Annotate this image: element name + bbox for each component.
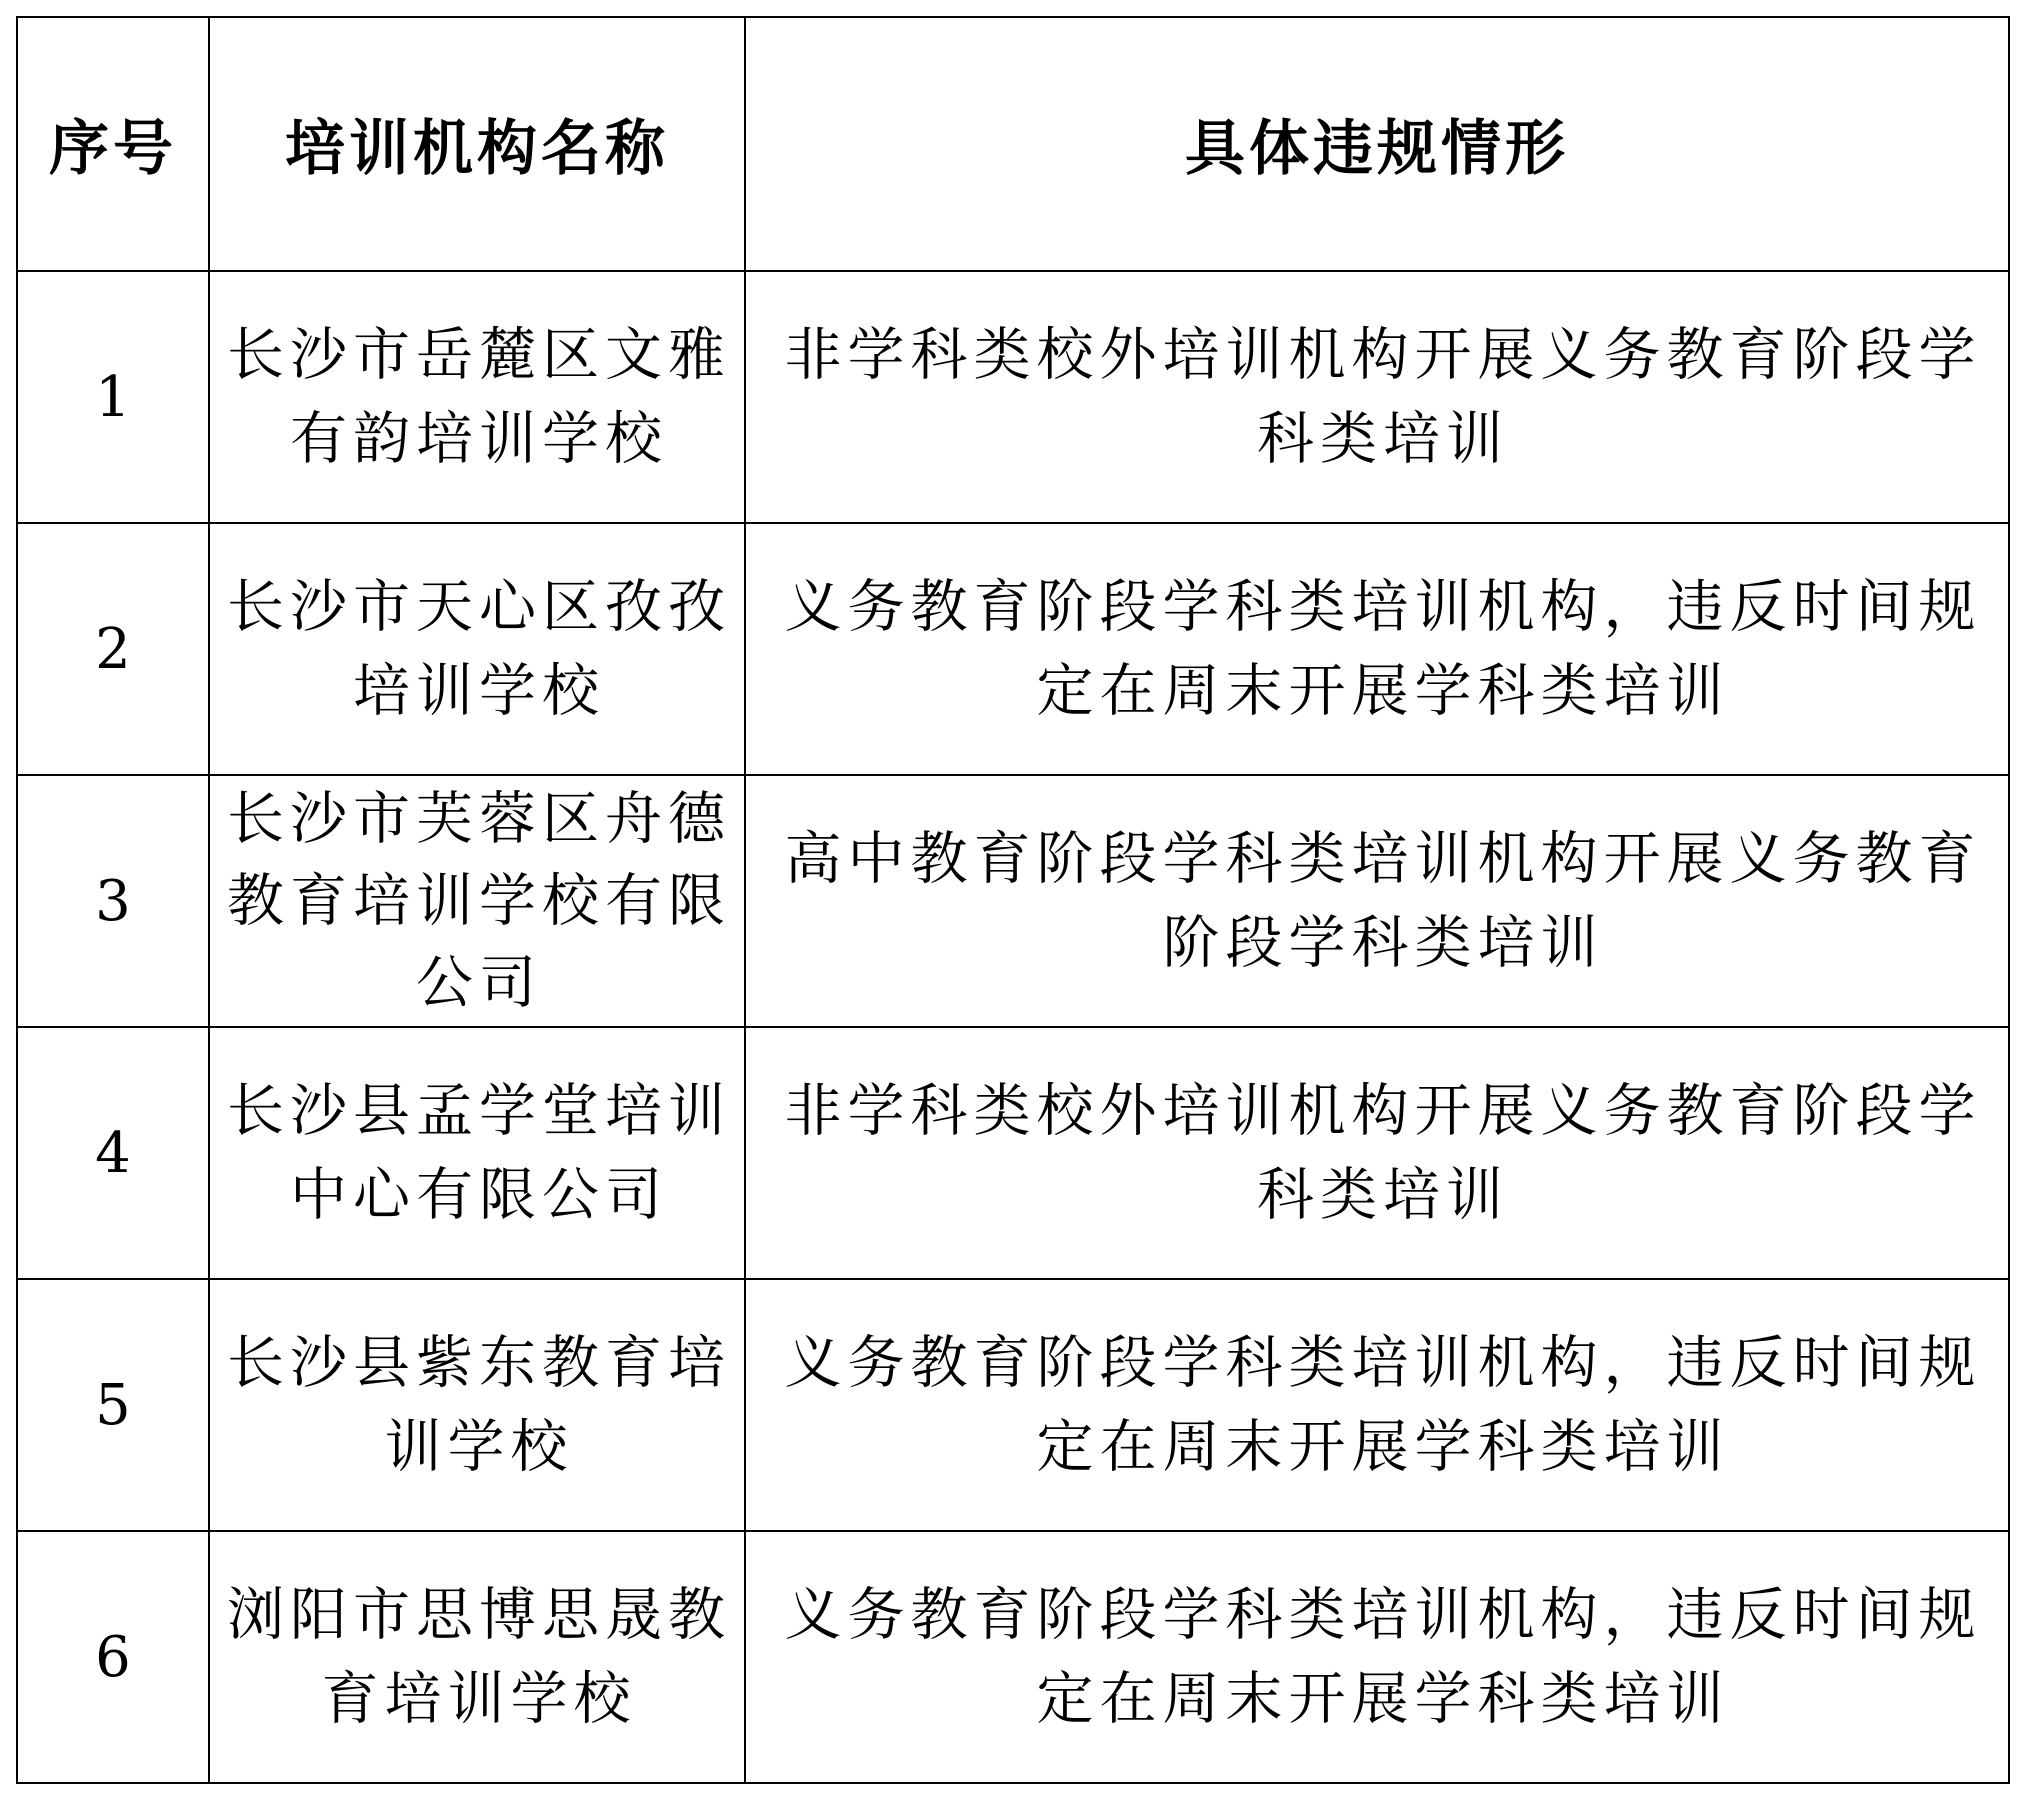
row-index: 5 [17, 1279, 209, 1531]
institution-name: 浏阳市思博思晟教育培训学校 [209, 1531, 745, 1783]
header-violation: 具体违规情形 [745, 17, 2009, 271]
table-row [17, 1279, 2009, 1531]
table-row [17, 775, 2009, 1027]
violations-table [16, 16, 2010, 1784]
violation-description: 高中教育阶段学科类培训机构开展义务教育阶段学科类培训 [745, 775, 2009, 1027]
violation-description: 义务教育阶段学科类培训机构，违反时间规定在周末开展学科类培训 [745, 1531, 2009, 1783]
table-row [17, 1027, 2009, 1279]
institution-name: 长沙市天心区孜孜培训学校 [209, 523, 745, 775]
row-index: 1 [17, 271, 209, 523]
row-index: 2 [17, 523, 209, 775]
table-header-row [17, 17, 2009, 271]
violation-description: 义务教育阶段学科类培训机构，违反时间规定在周末开展学科类培训 [745, 523, 2009, 775]
violations-table-container [16, 16, 2008, 1784]
header-institution-name: 培训机构名称 [209, 17, 745, 271]
violation-description: 义务教育阶段学科类培训机构，违反时间规定在周末开展学科类培训 [745, 1279, 2009, 1531]
violation-description: 非学科类校外培训机构开展义务教育阶段学科类培训 [745, 271, 2009, 523]
table-row [17, 271, 2009, 523]
institution-name: 长沙县孟学堂培训中心有限公司 [209, 1027, 745, 1279]
header-index: 序号 [17, 17, 209, 271]
row-index: 3 [17, 775, 209, 1027]
violation-description: 非学科类校外培训机构开展义务教育阶段学科类培训 [745, 1027, 2009, 1279]
table-row [17, 523, 2009, 775]
institution-name: 长沙市岳麓区文雅有韵培训学校 [209, 271, 745, 523]
table-row [17, 1531, 2009, 1783]
row-index: 6 [17, 1531, 209, 1783]
institution-name: 长沙市芙蓉区舟德教育培训学校有限公司 [209, 775, 745, 1027]
row-index: 4 [17, 1027, 209, 1279]
institution-name: 长沙县紫东教育培训学校 [209, 1279, 745, 1531]
